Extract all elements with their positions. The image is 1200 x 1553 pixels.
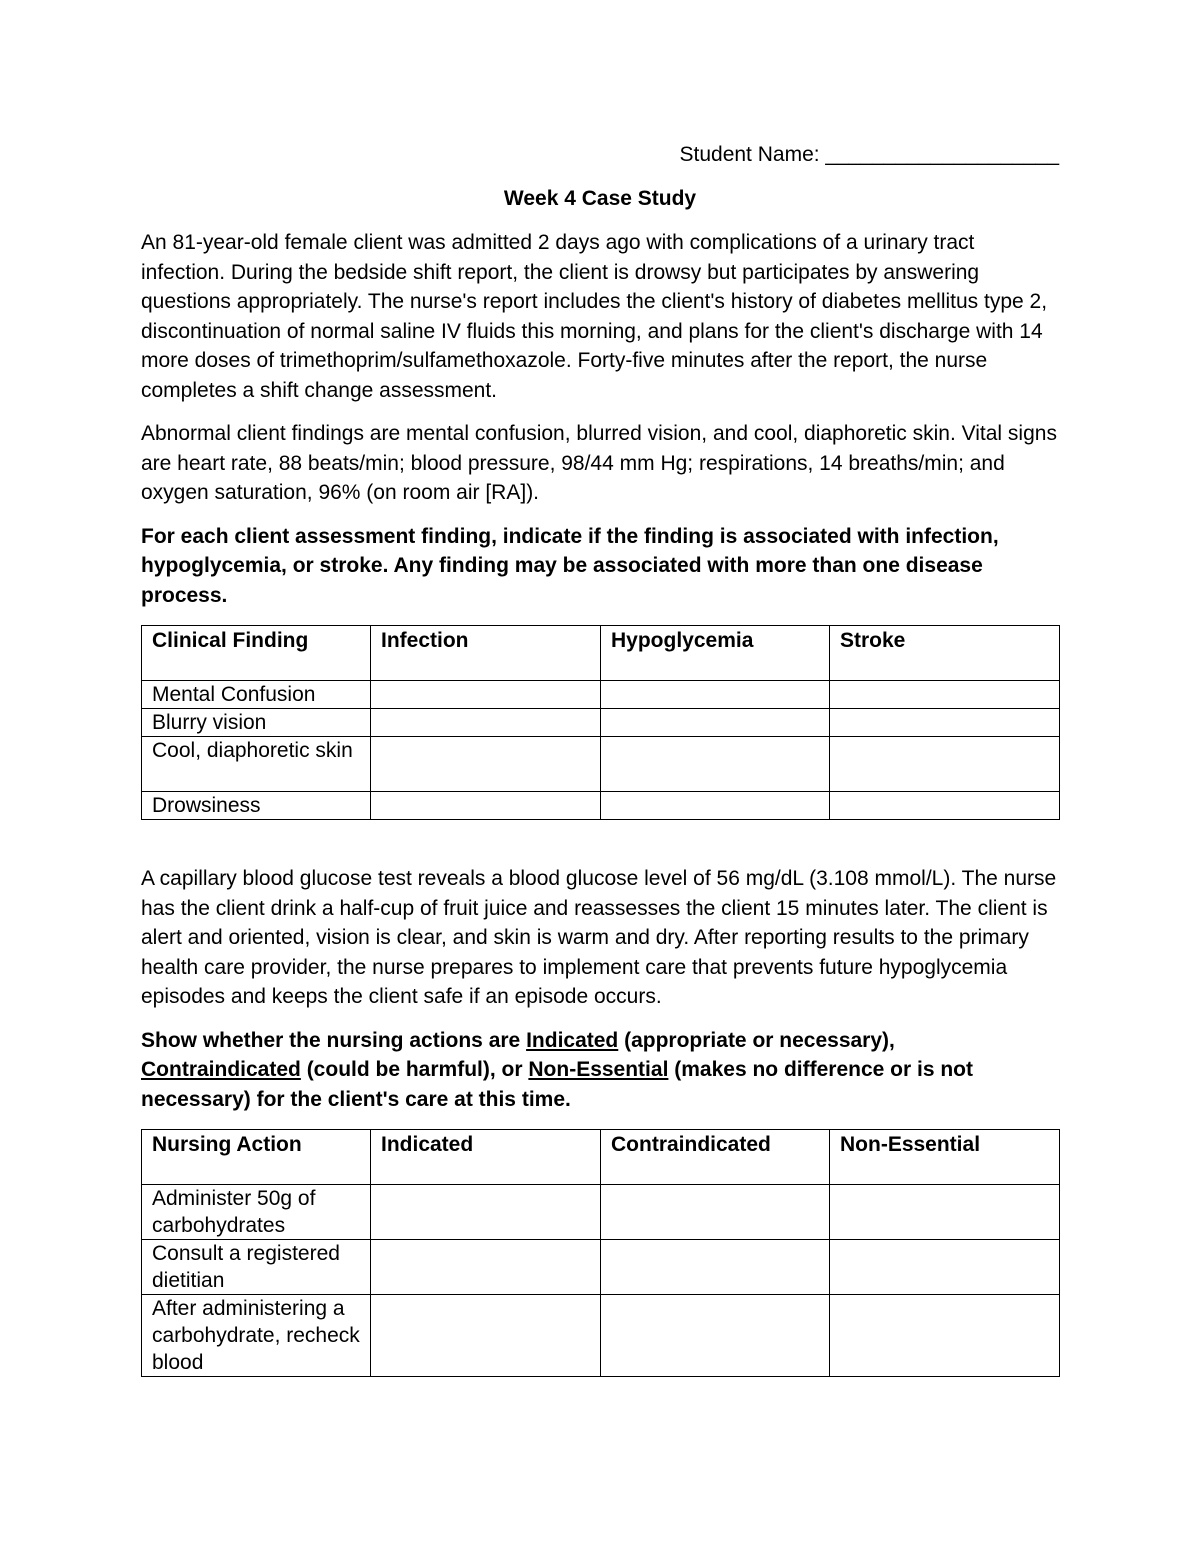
answer-cell[interactable] — [371, 709, 601, 737]
table-row — [142, 681, 1060, 709]
answer-cell[interactable] — [830, 709, 1060, 737]
header-indicated: Indicated — [371, 1130, 601, 1185]
instruction-1: For each client assessment finding, indicate if the finding is associated with infection, hypoglycemia, or stroke. Any finding may be associated with more than one disease process. — [141, 524, 999, 607]
answer-cell[interactable] — [601, 792, 830, 820]
instruction-2-text: Show whether the nursing actions are — [141, 1028, 527, 1052]
answer-cell[interactable] — [371, 792, 601, 820]
finding-cell: Blurry vision — [142, 709, 371, 737]
answer-cell[interactable] — [371, 681, 601, 709]
finding-cell: Drowsiness — [142, 792, 371, 820]
term-indicated: Indicated — [526, 1028, 619, 1052]
student-name-line: Student Name: ____________________ — [679, 143, 1059, 166]
case-paragraph-1: An 81-year-old female client was admitted 2 days ago with complications of a urinary tract infection. During the bedside shift report, the client is drowsy but participates by answering questions appropriately. The nurse's report includes the client's history of diabetes mellitus type 2, discontinuation of normal saline IV fluids this morning, and plans for the client's discharge with 14 more doses of trimethoprim/sulfamethoxazole. Forty-five minutes after the report, the nurse completes a shift change assessment. — [141, 231, 1048, 402]
table-header-row — [142, 1130, 1060, 1185]
finding-cell: Cool, diaphoretic skin — [142, 737, 371, 792]
case-paragraph-3: A capillary blood glucose test reveals a blood glucose level of 56 mg/dL (3.108 mmol/L). The nurse has the client drink a half-cup of fruit juice and reassesses the client 15 minutes later. The client is alert and oriented, vision is clear, and skin is warm and dry. After reporting results to the primary health care provider, the nurse prepares to implement care that prevents future hypoglycemia episodes and keeps the client safe if an episode occurs. — [141, 867, 1057, 1008]
instruction-2-text: (could be harmful), or — [300, 1058, 529, 1081]
header-infection: Infection — [371, 626, 601, 681]
instruction-2 — [141, 1026, 1059, 1115]
answer-cell[interactable] — [371, 1240, 601, 1295]
case-paragraph-2: Abnormal client findings are mental confusion, blurred vision, and cool, diaphoretic skin. Vital signs are heart rate, 88 beats/min; blood pressure, 98/44 mm Hg; respirations, 14 breaths/min; and oxygen saturation, 96% (on room air [RA]). — [141, 422, 1057, 504]
clinical-findings-table — [141, 625, 1060, 820]
table-row — [142, 1295, 1060, 1377]
answer-cell[interactable] — [601, 737, 830, 792]
term-contraindicated: Contraindicated — [141, 1058, 301, 1081]
header-stroke: Stroke — [830, 626, 1060, 681]
answer-cell[interactable] — [830, 1185, 1060, 1240]
instruction-2-text: (makes no difference or is not necessary) for the client's care at this time. — [141, 1058, 973, 1111]
answer-cell[interactable] — [601, 681, 830, 709]
document-title: Week 4 Case Study — [503, 186, 697, 210]
answer-cell[interactable] — [371, 737, 601, 792]
table-row — [142, 1240, 1060, 1295]
answer-cell[interactable] — [601, 1295, 830, 1377]
term-non-essential: Non-Essential — [528, 1058, 669, 1081]
action-cell: After administering a carbohydrate, recheck blood — [142, 1295, 371, 1377]
table-row — [142, 1185, 1060, 1240]
answer-cell[interactable] — [371, 1185, 601, 1240]
table-row — [142, 709, 1060, 737]
finding-cell: Mental Confusion — [142, 681, 371, 709]
answer-cell[interactable] — [830, 737, 1060, 792]
header-contraindicated: Contraindicated — [601, 1130, 830, 1185]
answer-cell[interactable] — [601, 1240, 830, 1295]
table-row — [142, 737, 1060, 792]
instruction-2-text: (appropriate or necessary), — [618, 1028, 895, 1052]
table-row — [142, 792, 1060, 820]
nursing-actions-table — [141, 1129, 1060, 1377]
header-hypoglycemia: Hypoglycemia — [601, 626, 830, 681]
answer-cell[interactable] — [371, 1295, 601, 1377]
document-page — [141, 140, 1059, 1377]
table-header-row — [142, 626, 1060, 681]
action-cell: Consult a registered dietitian — [142, 1240, 371, 1295]
header-clinical-finding: Clinical Finding — [142, 626, 371, 681]
action-cell: Administer 50g of carbohydrates — [142, 1185, 371, 1240]
header-nursing-action: Nursing Action — [142, 1130, 371, 1185]
header-non-essential: Non-Essential — [830, 1130, 1060, 1185]
answer-cell[interactable] — [830, 792, 1060, 820]
answer-cell[interactable] — [830, 1295, 1060, 1377]
answer-cell[interactable] — [601, 709, 830, 737]
answer-cell[interactable] — [601, 1185, 830, 1240]
answer-cell[interactable] — [830, 681, 1060, 709]
answer-cell[interactable] — [830, 1240, 1060, 1295]
